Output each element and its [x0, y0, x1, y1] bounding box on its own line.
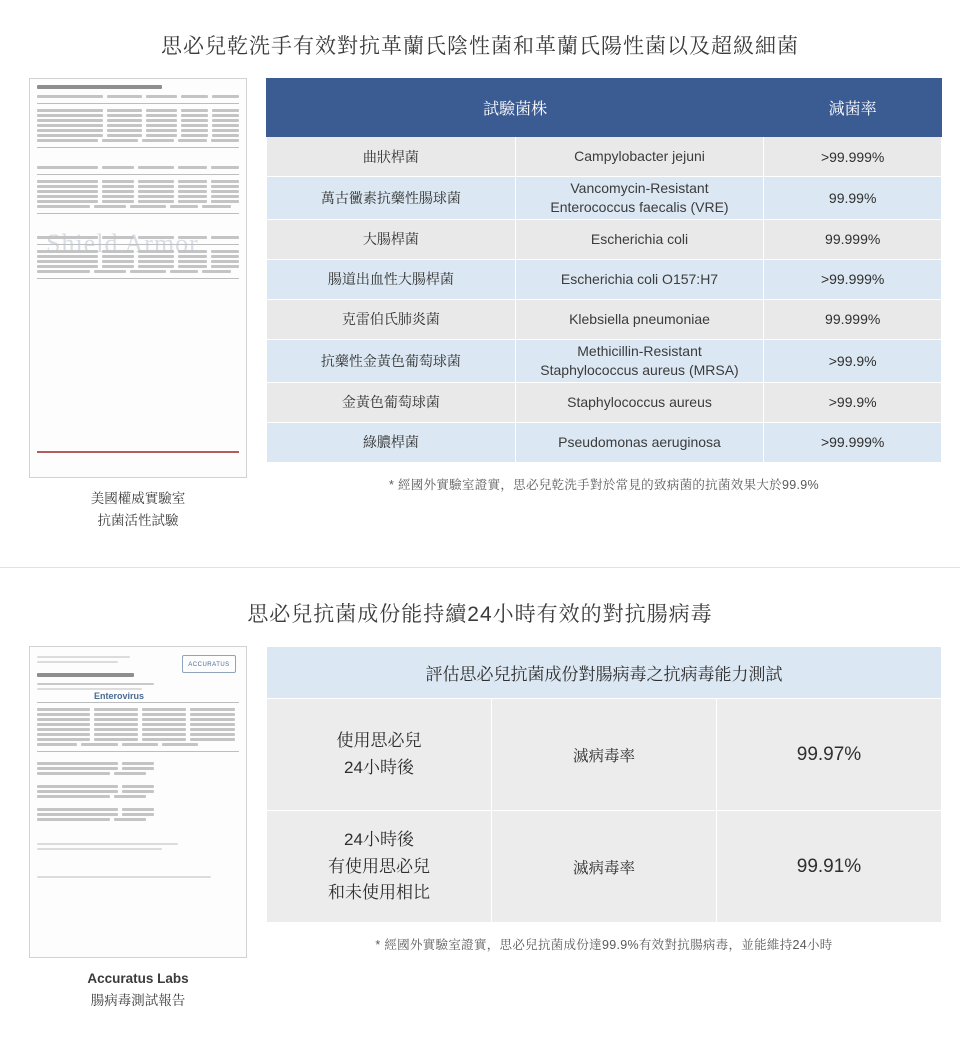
test-condition-line3: 和未使用相比	[328, 882, 430, 902]
header-reduction-rate: 減菌率	[764, 79, 942, 137]
lab-report-caption-1-line1: 美國權威實驗室	[90, 491, 186, 506]
antibacterial-table-column	[266, 78, 942, 493]
section2-footnote: * 經國外實驗室證實，思必兒抗菌成份達99.9%有效對抗腸病毒，並能維持24小時	[375, 938, 833, 953]
strain-reduction-rate: >99.999%	[764, 259, 942, 299]
lab-report-caption-2	[87, 968, 188, 1011]
section2-title: 思必兒抗菌成份能持續24小時有效的對抗腸病毒	[247, 603, 713, 627]
test-condition-line2: 有使用思必兒	[328, 856, 430, 876]
strain-name-en: Escherichia coli	[515, 219, 764, 259]
strain-name-en-line1: Methicillin-Resistant	[577, 342, 702, 359]
table-header-row	[267, 647, 942, 699]
section1-footnote: * 經國外實驗室證實，思必兒乾洗手對於常見的致病菌的抗菌效果大於99.9%	[389, 477, 819, 492]
test-value: 99.91%	[717, 811, 942, 923]
strain-reduction-rate: >99.999%	[764, 137, 942, 177]
strain-reduction-rate: >99.999%	[764, 422, 942, 462]
table-row	[267, 137, 942, 177]
strain-name-en-line1: Vancomycin-Resistant	[570, 180, 709, 196]
strain-name-zh: 曲狀桿菌	[267, 137, 516, 177]
test-condition-line1: 使用思必兒	[336, 731, 422, 751]
strain-name-en: Staphylococcus aureus	[515, 382, 764, 422]
lab-report-caption-2-line2: 腸病毒測試報告	[90, 992, 186, 1008]
strain-reduction-rate: 99.999%	[764, 299, 942, 339]
lab-report-image-antibacterial	[29, 78, 247, 478]
test-metric: 滅病毒率	[492, 811, 717, 923]
table-row	[267, 219, 942, 259]
lab-report-image-enterovirus	[29, 646, 247, 958]
table-row	[267, 382, 942, 422]
section1-title: 思必兒乾洗手有效對抗革蘭氏陰性菌和革蘭氏陽性菌以及超級細菌	[161, 35, 799, 58]
antiviral-table-column	[266, 646, 942, 953]
strain-name-zh: 大腸桿菌	[267, 219, 516, 259]
test-condition-line1: 24小時後	[344, 830, 414, 850]
test-condition	[267, 811, 492, 923]
strain-name-zh: 抗藥性金黃色葡萄球菌	[267, 339, 516, 382]
strain-name-zh: 克雷伯氏肺炎菌	[267, 299, 516, 339]
lab-report-caption-2-line1: Accuratus Labs	[87, 971, 189, 987]
strain-name-en: Campylobacter jejuni	[515, 137, 764, 177]
test-condition	[267, 699, 492, 811]
table-row	[267, 811, 942, 923]
antibacterial-table	[266, 78, 942, 463]
section2-body	[0, 646, 960, 1011]
header-strain: 試驗菌株	[267, 79, 764, 137]
strain-name-en-line2: Enterococcus faecalis (VRE)	[550, 198, 729, 215]
strain-name-zh: 萬古黴素抗藥性腸球菌	[267, 177, 516, 220]
scan-content	[30, 79, 246, 477]
strain-name-en-line2: Staphylococcus aureus (MRSA)	[540, 361, 739, 378]
strain-name-en	[515, 177, 764, 220]
test-metric: 滅病毒率	[492, 699, 717, 811]
strain-reduction-rate: >99.9%	[764, 382, 942, 422]
table-row	[267, 299, 942, 339]
table-row	[267, 177, 942, 220]
strain-reduction-rate: 99.999%	[764, 219, 942, 259]
section1-body	[0, 78, 960, 531]
antiviral-table	[266, 646, 942, 923]
strain-reduction-rate: 99.99%	[764, 177, 942, 220]
table-row	[267, 339, 942, 382]
table-row	[267, 259, 942, 299]
strain-name-en: Escherichia coli O157:H7	[515, 259, 764, 299]
lab-report-column-2	[22, 646, 254, 1011]
report-watermark: Shield Armor	[46, 229, 199, 258]
strain-name-zh: 金黃色葡萄球菌	[267, 382, 516, 422]
antiviral-section	[0, 568, 960, 1011]
strain-name-en	[515, 339, 764, 382]
strain-name-zh: 腸道出血性大腸桿菌	[267, 259, 516, 299]
table-header-row	[267, 79, 942, 137]
lab-report-column-1	[22, 78, 254, 531]
strain-name-en: Klebsiella pneumoniae	[515, 299, 764, 339]
strain-reduction-rate: >99.9%	[764, 339, 942, 382]
strain-name-en: Pseudomonas aeruginosa	[515, 422, 764, 462]
test-value: 99.97%	[717, 699, 942, 811]
table-row	[267, 699, 942, 811]
test-condition-line2: 24小時後	[344, 757, 414, 777]
lab-report-caption-1-line2: 抗菌活性試驗	[97, 512, 179, 528]
antiviral-table-header: 評估思必兒抗菌成份對腸病毒之抗病毒能力測試	[267, 647, 942, 699]
enterovirus-label: Enterovirus	[94, 691, 145, 702]
strain-name-zh: 綠膿桿菌	[267, 422, 516, 462]
accuratus-logo-icon: ACCURATUS	[182, 655, 236, 673]
lab-report-caption-1	[91, 488, 186, 531]
table-row	[267, 422, 942, 462]
